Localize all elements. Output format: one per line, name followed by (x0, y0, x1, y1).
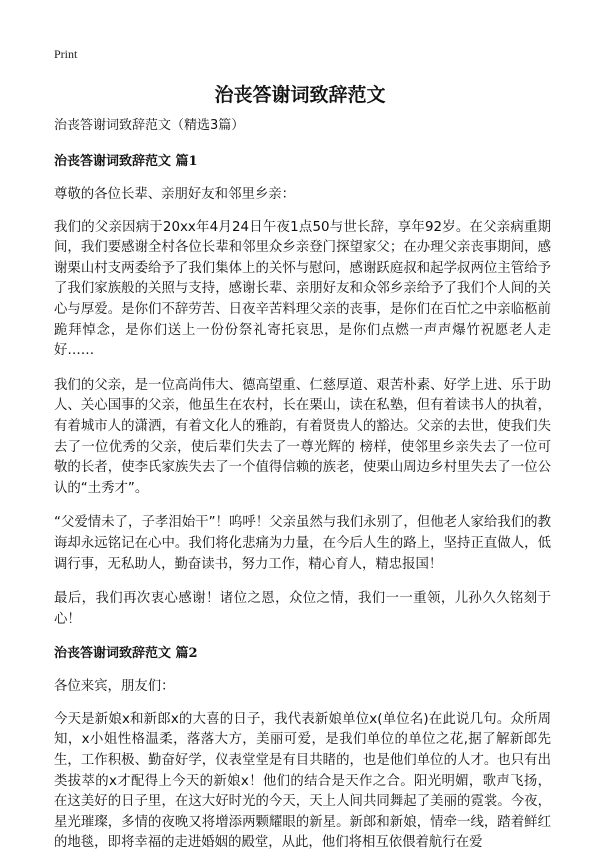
section-2 (54, 644, 551, 854)
paragraph: 今天是新娘x和新郎x的大喜的日子，我代表新娘单位x(单位名)在此说几句。众所周知，x小姐性格温柔，落落大方，美丽可爱，是我们单位的单位之花,据了解新郎先生，工作积极、勤奋好学，仪表堂堂是有目共睹的，也是他们单位的人才。也只有出类拔萃的x才配得上今天的新娘x！他们的结合是天作之合。阳光明媚，歌声飞扬，在这美好的日子里，在这大好时光的今天，天上人间共同舞起了美丽的霓裳。今夜，星光璀璨，多情的夜晚又将增添两颗耀眼的新星。新郎和新娘，情牵一线，踏着鲜红的地毯，即将幸福的走进婚姻的殿堂，从此，他们将相互依偎着航行在爱 (54, 711, 551, 851)
section-heading: 治丧答谢词致辞范文 篇2 (54, 646, 198, 662)
paragraph: 尊敬的各位长辈、亲朋好友和邻里乡亲： (54, 187, 296, 202)
page-title: 治丧答谢词致辞范文 (214, 84, 386, 106)
section-heading: 治丧答谢词致辞范文 篇1 (54, 154, 198, 169)
paragraph: “父爱情未了，子孝泪始干”！呜呼！父亲虽然与我们永别了，但他老人家给我们的教诲却永远铭记在心中。我们将化悲痛为力量，在今后人生的路上，坚持正直做人，低调行事，无私助人，勤奋读书，努力工作，精心育人，精忠报国！ (54, 515, 551, 572)
paragraph: 我们的父亲因病于20xx年4月24日午夜1点50与世长辞，享年92岁。在父亲病重期间，我们要感谢全村各位长辈和邻里众乡亲登门探望家父；在办理父亲丧事期间，感谢栗山村支两委给予了我们集体上的关怀与慰问，感谢跃庭叔和起学叔两位主管给予了我们家族般的关照与支持，感谢长辈、亲朋好友和众邻乡亲给予了我们个人间的关心与厚爱。是你们不辞劳苦、日夜辛苦料理父亲的丧事，是你们在百忙之中亲临柩前跪拜悼念，是你们送上一份份祭礼寄托哀思，是你们点燃一声声爆竹祝愿老人走好…… (54, 219, 551, 359)
paragraph: 我们的父亲，是一位高尚伟大、德高望重、仁慈厚道、艰苦朴素、好学上进、乐于助人、关心国事的父亲，他虽生在农村，长在栗山，读在私塾，但有着读书人的执着，有着城市人的潇洒，有着文化人的雅韵，有着贤贵人的豁达。父亲的去世，使我们失去了一位优秀的父亲，使后辈们失去了一尊光辉的 榜样，使邻里乡亲失去了一位可敬的长者，使李氏家族失去了一个值得信赖的族老，使栗山周边乡村里失去了一位公认的“土秀才”。 (54, 377, 551, 496)
section-1 (54, 152, 551, 630)
paragraph: 各位来宾，朋友们： (54, 679, 175, 695)
print-label[interactable]: Print (54, 47, 78, 61)
paragraph: 最后，我们再次衷心感谢！诸位之恩，众位之情，我们一一重领，儿孙久久铭刻于心！ (54, 591, 551, 627)
document-subtitle: 治丧答谢词致辞范文（精选3篇） (54, 118, 245, 133)
document-body (54, 116, 551, 868)
